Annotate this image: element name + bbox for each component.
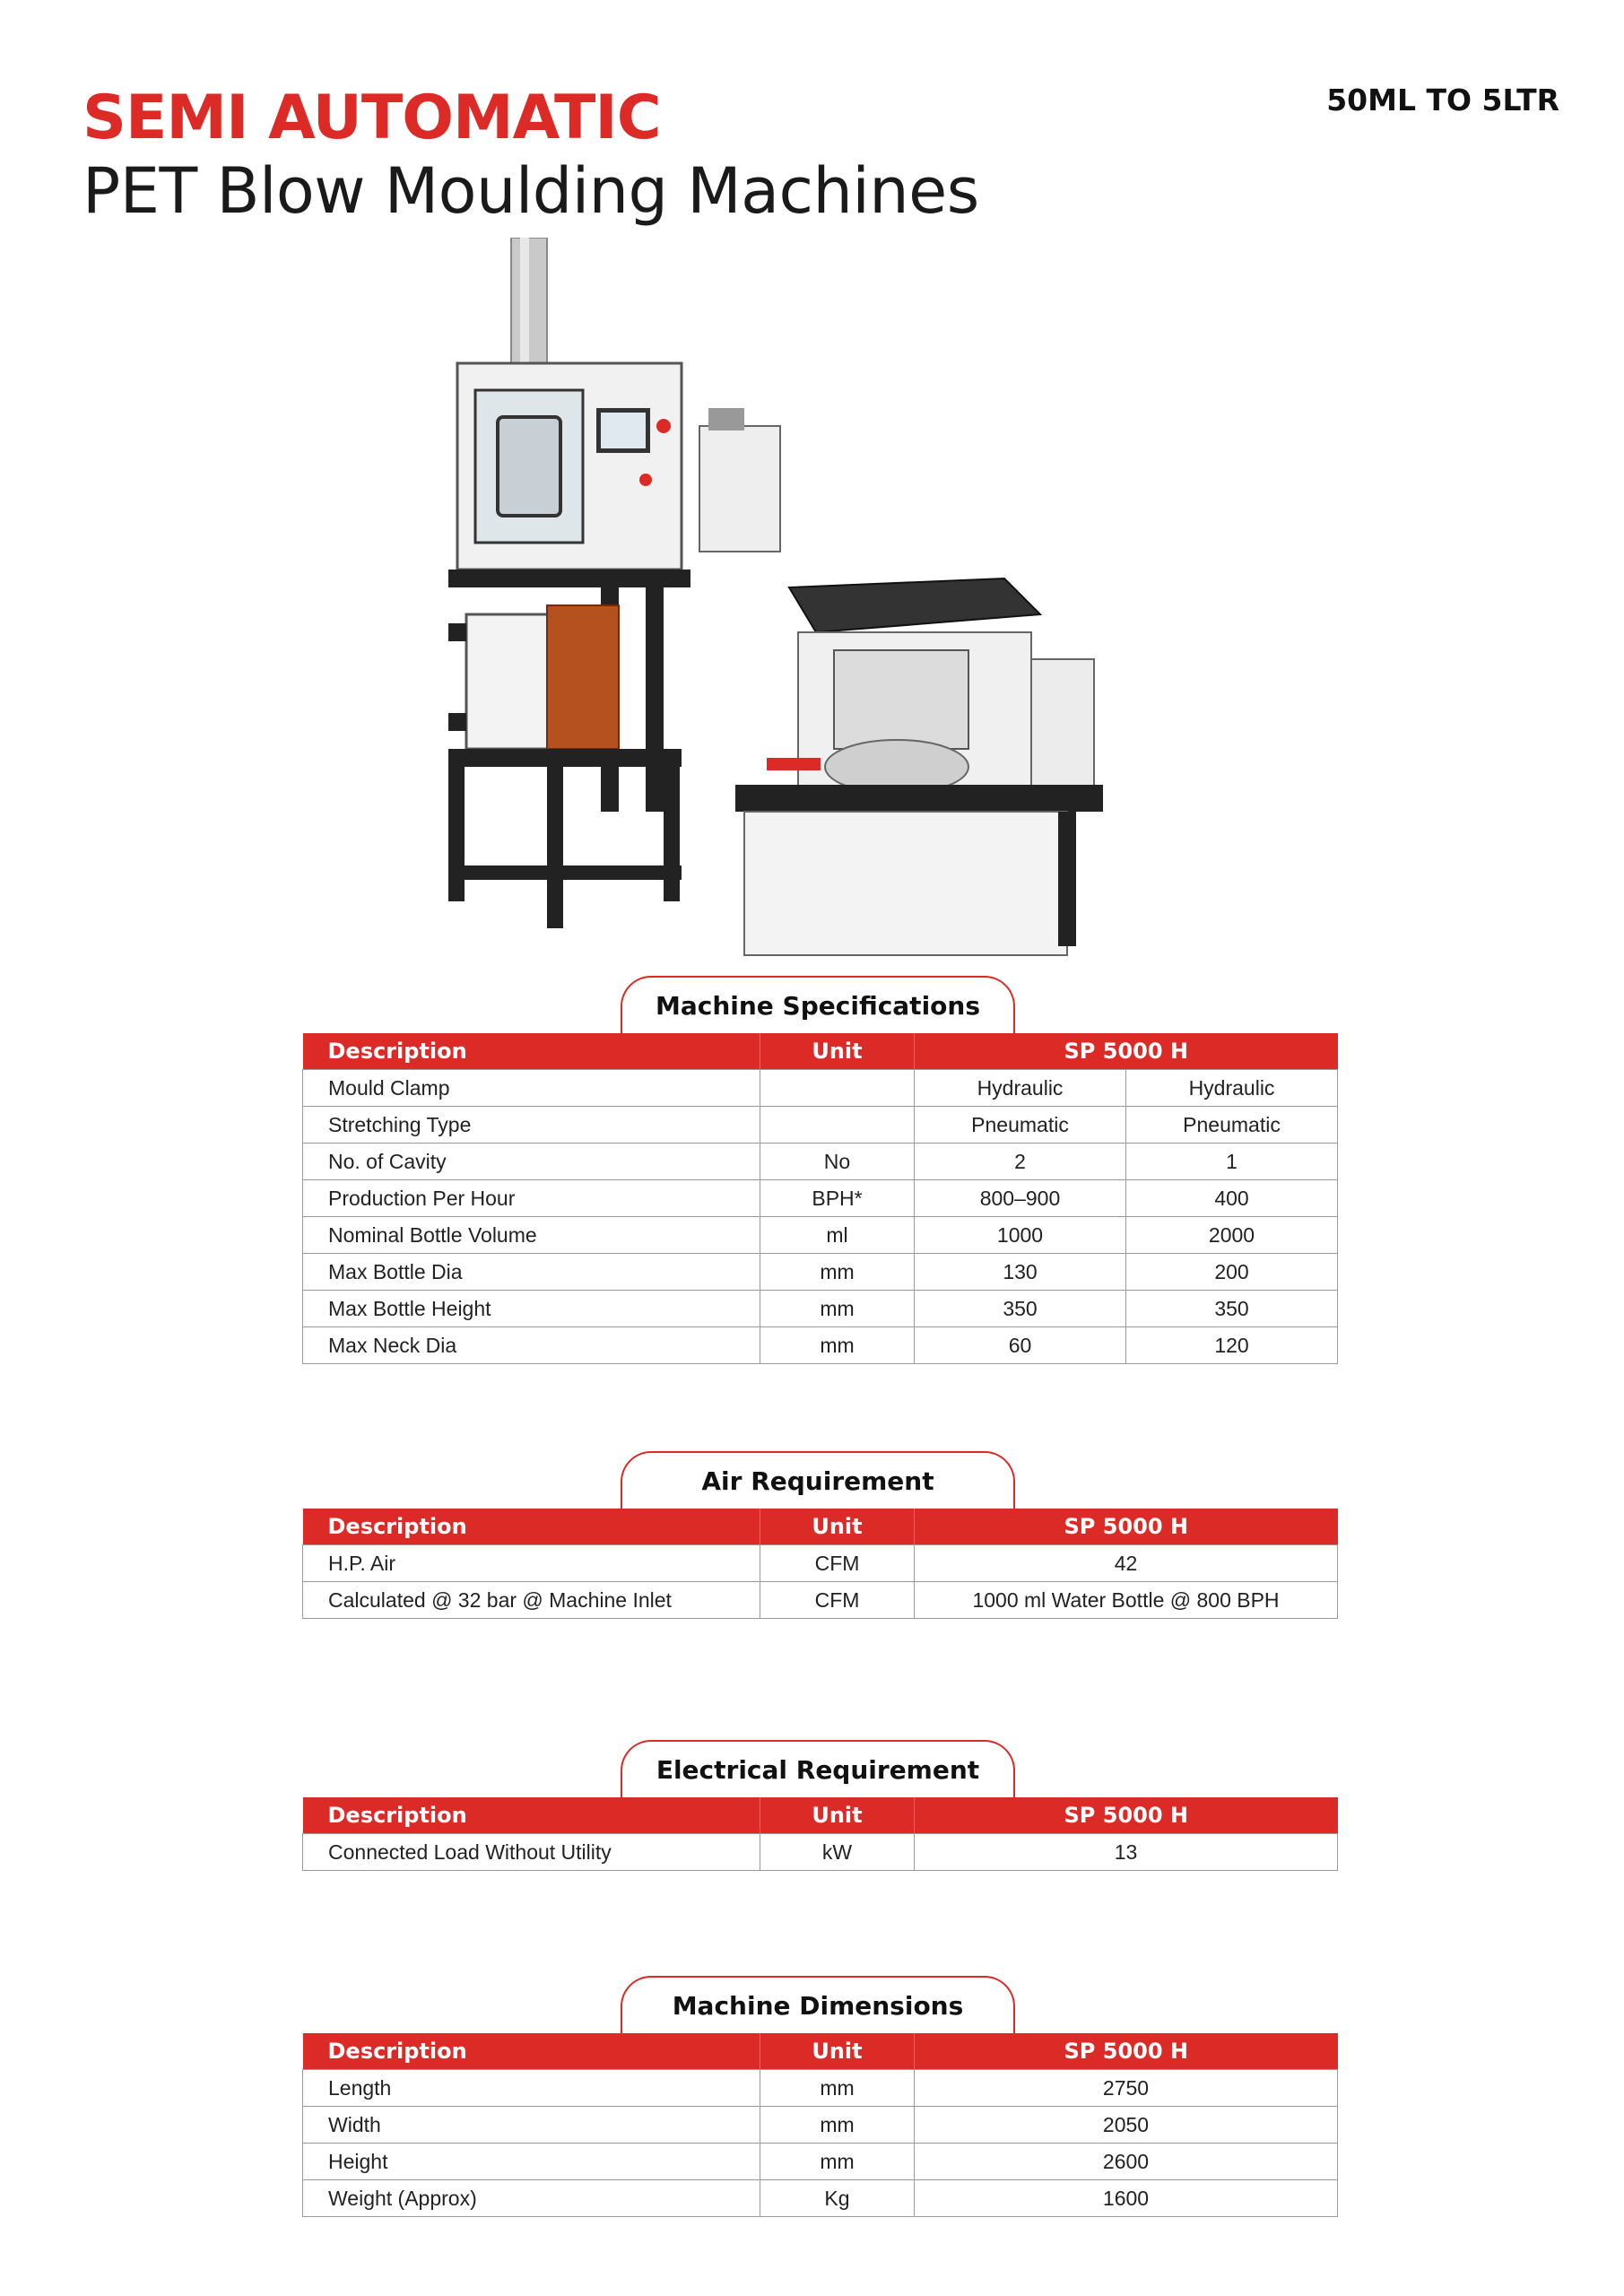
- table-row: [303, 1291, 1338, 1327]
- cell-unit: kW: [760, 1834, 915, 1871]
- cell-value: 42: [915, 1545, 1338, 1582]
- cell-value-a: 130: [915, 1254, 1126, 1291]
- air-section: [302, 1451, 1337, 1619]
- table-row: [303, 1070, 1338, 1107]
- cell-description: Weight (Approx): [303, 2180, 760, 2217]
- electrical-table: [302, 1797, 1338, 1871]
- cell-unit: mm: [760, 1254, 915, 1291]
- cell-value-b: 1: [1126, 1144, 1338, 1180]
- table-row: [303, 1180, 1338, 1217]
- cell-value-b: Pneumatic: [1126, 1107, 1338, 1144]
- cell-unit: [760, 1070, 915, 1107]
- capacity-range: 50ML TO 5LTR: [1326, 83, 1559, 117]
- cell-unit: BPH*: [760, 1180, 915, 1217]
- table-row: [303, 1254, 1338, 1291]
- table-row: [303, 2107, 1338, 2144]
- page-subtitle: PET Blow Moulding Machines: [83, 154, 979, 228]
- cell-value-b: 400: [1126, 1180, 1338, 1217]
- table-row: [303, 1217, 1338, 1254]
- cell-value-a: 1000: [915, 1217, 1126, 1254]
- cell-value-a: 800–900: [915, 1180, 1126, 1217]
- table-header-row: [303, 2033, 1338, 2070]
- cell-unit: No: [760, 1144, 915, 1180]
- table-row: [303, 1545, 1338, 1582]
- cell-description: Height: [303, 2144, 760, 2180]
- electrical-section: [302, 1740, 1337, 1871]
- cell-value-b: 350: [1126, 1291, 1338, 1327]
- machine-image: [413, 238, 1130, 964]
- cell-unit: [760, 1107, 915, 1144]
- table-row: [303, 1582, 1338, 1619]
- cell-unit: mm: [760, 2107, 915, 2144]
- col-header-model: SP 5000 H: [915, 1033, 1338, 1070]
- page-title: SEMI AUTOMATIC: [83, 83, 661, 153]
- cell-description: Mould Clamp: [303, 1070, 760, 1107]
- cell-description: Width: [303, 2107, 760, 2144]
- cell-description: Connected Load Without Utility: [303, 1834, 760, 1871]
- cell-description: Nominal Bottle Volume: [303, 1217, 760, 1254]
- cell-unit: ml: [760, 1217, 915, 1254]
- cell-value: 2050: [915, 2107, 1338, 2144]
- table-header-row: [303, 1797, 1338, 1834]
- cell-unit: mm: [760, 2070, 915, 2107]
- cell-unit: CFM: [760, 1582, 915, 1619]
- cell-description: Calculated @ 32 bar @ Machine Inlet: [303, 1582, 760, 1619]
- cell-unit: mm: [760, 1327, 915, 1364]
- cell-value: 1600: [915, 2180, 1338, 2217]
- col-header-model: SP 5000 H: [915, 1797, 1338, 1834]
- cell-description: Length: [303, 2070, 760, 2107]
- cell-value-a: Hydraulic: [915, 1070, 1126, 1107]
- specs-title: Machine Specifications: [621, 976, 1015, 1033]
- cell-value-a: Pneumatic: [915, 1107, 1126, 1144]
- col-header-description: Description: [303, 1509, 760, 1545]
- table-row: [303, 1327, 1338, 1364]
- table-row: [303, 2144, 1338, 2180]
- dimensions-section: [302, 1976, 1337, 2217]
- air-table: [302, 1509, 1338, 1619]
- cell-unit: CFM: [760, 1545, 915, 1582]
- table-row: [303, 1107, 1338, 1144]
- specs-section: [302, 976, 1337, 1364]
- col-header-model: SP 5000 H: [915, 1509, 1338, 1545]
- cell-value-b: 2000: [1126, 1217, 1338, 1254]
- col-header-description: Description: [303, 1033, 760, 1070]
- cell-unit: mm: [760, 1291, 915, 1327]
- specs-table: [302, 1033, 1338, 1364]
- col-header-model: SP 5000 H: [915, 2033, 1338, 2070]
- col-header-unit: Unit: [760, 2033, 915, 2070]
- col-header-description: Description: [303, 1797, 760, 1834]
- table-header-row: [303, 1033, 1338, 1070]
- cell-value: 13: [915, 1834, 1338, 1871]
- col-header-unit: Unit: [760, 1509, 915, 1545]
- dimensions-title: Machine Dimensions: [621, 1976, 1015, 2033]
- electrical-title: Electrical Requirement: [621, 1740, 1015, 1797]
- cell-value-a: 2: [915, 1144, 1126, 1180]
- cell-description: Stretching Type: [303, 1107, 760, 1144]
- cell-value: 1000 ml Water Bottle @ 800 BPH: [915, 1582, 1338, 1619]
- col-header-description: Description: [303, 2033, 760, 2070]
- table-row: [303, 2180, 1338, 2217]
- cell-value-b: Hydraulic: [1126, 1070, 1338, 1107]
- cell-value-b: 200: [1126, 1254, 1338, 1291]
- cell-description: Max Bottle Height: [303, 1291, 760, 1327]
- cell-description: No. of Cavity: [303, 1144, 760, 1180]
- table-header-row: [303, 1509, 1338, 1545]
- cell-description: Production Per Hour: [303, 1180, 760, 1217]
- air-title: Air Requirement: [621, 1451, 1015, 1509]
- col-header-unit: Unit: [760, 1797, 915, 1834]
- cell-description: H.P. Air: [303, 1545, 760, 1582]
- table-row: [303, 1834, 1338, 1871]
- cell-value: 2750: [915, 2070, 1338, 2107]
- cell-unit: Kg: [760, 2180, 915, 2217]
- table-row: [303, 1144, 1338, 1180]
- cell-description: Max Bottle Dia: [303, 1254, 760, 1291]
- table-row: [303, 2070, 1338, 2107]
- cell-value-b: 120: [1126, 1327, 1338, 1364]
- cell-unit: mm: [760, 2144, 915, 2180]
- col-header-unit: Unit: [760, 1033, 915, 1070]
- cell-value-a: 60: [915, 1327, 1126, 1364]
- cell-description: Max Neck Dia: [303, 1327, 760, 1364]
- cell-value: 2600: [915, 2144, 1338, 2180]
- cell-value-a: 350: [915, 1291, 1126, 1327]
- dimensions-table: [302, 2033, 1338, 2217]
